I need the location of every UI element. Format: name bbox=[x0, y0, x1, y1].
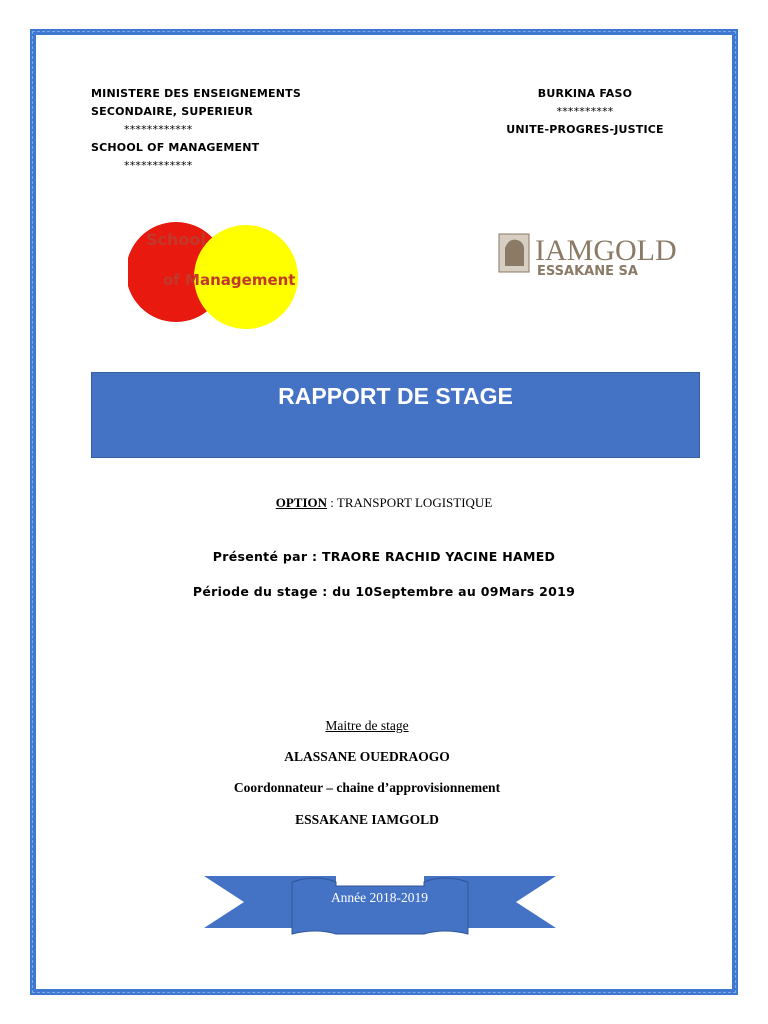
report-title: RAPPORT DE STAGE bbox=[278, 383, 513, 409]
country-name: BURKINA FASO bbox=[537, 87, 633, 100]
stars-separator: ************ bbox=[124, 123, 193, 136]
logo-text-management: of Management bbox=[163, 271, 296, 289]
title-banner bbox=[91, 372, 700, 458]
presented-by: Présenté par : TRAORE RACHID YACINE HAMED bbox=[212, 549, 556, 564]
logo-text-iamgold: IAMGOLD bbox=[535, 234, 677, 267]
stars-separator: ************ bbox=[124, 159, 193, 172]
country-motto: UNITE-PROGRES-JUSTICE bbox=[506, 123, 664, 136]
logo-text-school: School bbox=[146, 230, 206, 249]
supervisor-label: Maitre de stage bbox=[325, 718, 409, 733]
option-value: : TRANSPORT LOGISTIQUE bbox=[327, 495, 493, 510]
school-of-management-logo bbox=[128, 222, 308, 330]
ribbon-center bbox=[292, 878, 468, 934]
country-header bbox=[495, 85, 675, 139]
supervisor-name: ALASSANE OUEDRAOGO bbox=[284, 749, 450, 764]
stars-separator: ********** bbox=[556, 105, 614, 118]
supervisor-company: ESSAKANE IAMGOLD bbox=[295, 812, 439, 827]
logo-text-essakane: ESSAKANE SA bbox=[537, 264, 638, 278]
school-name: SCHOOL OF MANAGEMENT bbox=[91, 141, 260, 154]
option-label: OPTION bbox=[275, 495, 328, 510]
ministry-header bbox=[91, 85, 301, 175]
ministry-line1: MINISTERE DES ENSEIGNEMENTS bbox=[91, 87, 301, 100]
internship-period: Période du stage : du 10Septembre au 09Mars 2019 bbox=[192, 584, 576, 599]
iamgold-essakane-logo bbox=[497, 232, 682, 278]
ministry-line2: SECONDAIRE, SUPERIEUR bbox=[91, 105, 253, 118]
logo-emblem-figure bbox=[505, 240, 524, 266]
year-ribbon bbox=[200, 872, 560, 940]
academic-year: Année 2018-2019 bbox=[330, 890, 429, 905]
option-line bbox=[0, 495, 768, 511]
supervisor-role: Coordonnateur – chaine d’approvisionnement bbox=[233, 780, 501, 795]
